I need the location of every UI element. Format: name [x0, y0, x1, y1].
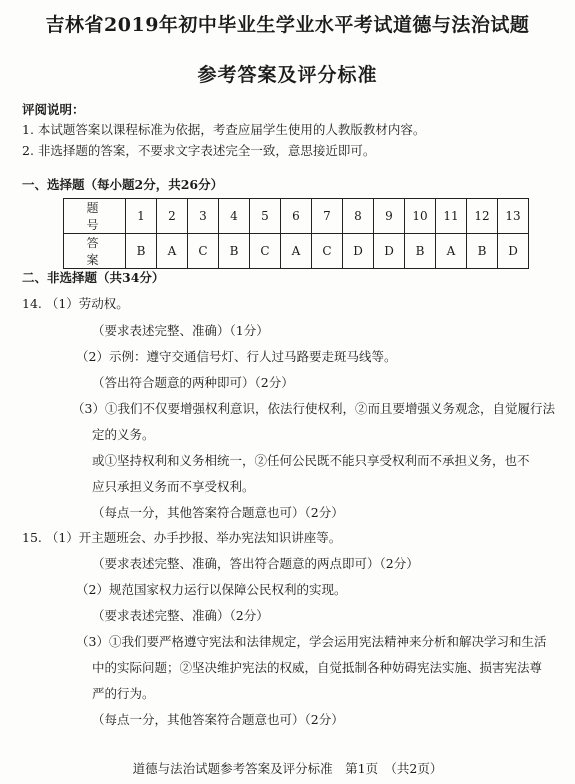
- question-number: 8: [343, 199, 374, 234]
- answer-line: 定的义务。: [92, 427, 155, 442]
- answer-line: 中的实际问题；②坚决维护宪法的权威，自觉抵制各种妨碍宪法实施、损害宪法尊: [92, 660, 543, 675]
- answer-cell: A: [157, 234, 188, 269]
- answer-cell: D: [498, 234, 529, 269]
- answer-cell: A: [281, 234, 312, 269]
- document-subtitle: 参考答案及评分标准: [197, 64, 378, 86]
- row-label-number: 题 号: [64, 199, 126, 234]
- question-number: 13: [498, 199, 529, 234]
- answer-line: 应只承担义务而不享受权利。: [92, 479, 255, 494]
- answer-line: （每点一分，其他答案符合题意也可）（2分）: [92, 505, 344, 520]
- answer-cell: D: [374, 234, 405, 269]
- answer-cell: D: [343, 234, 374, 269]
- question-number: 4: [219, 199, 250, 234]
- row-label-answer: 答 案: [64, 234, 126, 269]
- table-row-numbers: [64, 199, 529, 234]
- question-number: 6: [281, 199, 312, 234]
- answer-line: 或①坚持权利和义务相统一，②任何公民既不能只享受权利而不承担义务，也不: [92, 453, 530, 468]
- answer-line: 15. （1）开主题班会、办手抄报、举办宪法知识讲座等。: [22, 530, 342, 545]
- question-number: 7: [312, 199, 343, 234]
- section1-heading: 一、选择题（每小题2分，共26分）: [22, 177, 224, 192]
- answer-line: （2）示例：遵守交通信号灯、行人过马路要走斑马线等。: [76, 349, 397, 364]
- answer-line: 严的行为。: [92, 686, 155, 701]
- note-item-1: 1. 本试题答案以课程标准为依据，考查应届学生使用的人教版教材内容。: [22, 122, 426, 137]
- answer-cell: B: [405, 234, 436, 269]
- table-row-answers: [64, 234, 529, 269]
- answer-cell: C: [250, 234, 281, 269]
- answer-line: （3）①我们要严格遵守宪法和法律规定，学会运用宪法精神来分析和解决学习和生活: [76, 634, 547, 649]
- answer-cell: C: [188, 234, 219, 269]
- question-number: 9: [374, 199, 405, 234]
- document-title: 吉林省2019年初中毕业生学业水平考试道德与法治试题: [45, 14, 530, 36]
- question-number: 12: [467, 199, 498, 234]
- answer-line: （要求表述完整、准确）（2分）: [92, 608, 269, 623]
- answer-line: 14. （1）劳动权。: [22, 296, 129, 311]
- answer-cell: C: [312, 234, 343, 269]
- question-number: 1: [126, 199, 157, 234]
- answer-cell: A: [436, 234, 467, 269]
- question-number: 5: [250, 199, 281, 234]
- answer-cell: B: [219, 234, 250, 269]
- question-number: 3: [188, 199, 219, 234]
- section2-heading: 二、非选择题（共34分）: [22, 270, 165, 285]
- question-number: 10: [405, 199, 436, 234]
- answer-line: （3）①我们不仅要增强权利意识，依法行使权利，②而且要增强义务观念，自觉履行法: [72, 401, 555, 416]
- answer-line: （答出符合题意的两种即可）（2分）: [92, 375, 294, 390]
- question-number: 2: [157, 199, 188, 234]
- question-number: 11: [436, 199, 467, 234]
- answer-table: [63, 198, 529, 269]
- answer-line: （要求表述完整、准确，答出符合题意的两点即可）（2分）: [92, 556, 419, 571]
- page-footer: 道德与法治试题参考答案及评分标准 第1页 （共2页）: [132, 761, 443, 776]
- note-item-2: 2. 非选择题的答案，不要求文字表述完全一致，意思接近即可。: [22, 143, 376, 158]
- answer-line: （2）规范国家权力运行以保障公民权利的实现。: [76, 582, 347, 597]
- answer-cell: B: [467, 234, 498, 269]
- answer-cell: B: [126, 234, 157, 269]
- answer-line: （要求表述完整、准确）（1分）: [92, 323, 269, 338]
- notes-heading: 评阅说明：: [22, 102, 85, 117]
- answer-line: （每点一分，其他答案符合题意也可）（2分）: [92, 712, 344, 727]
